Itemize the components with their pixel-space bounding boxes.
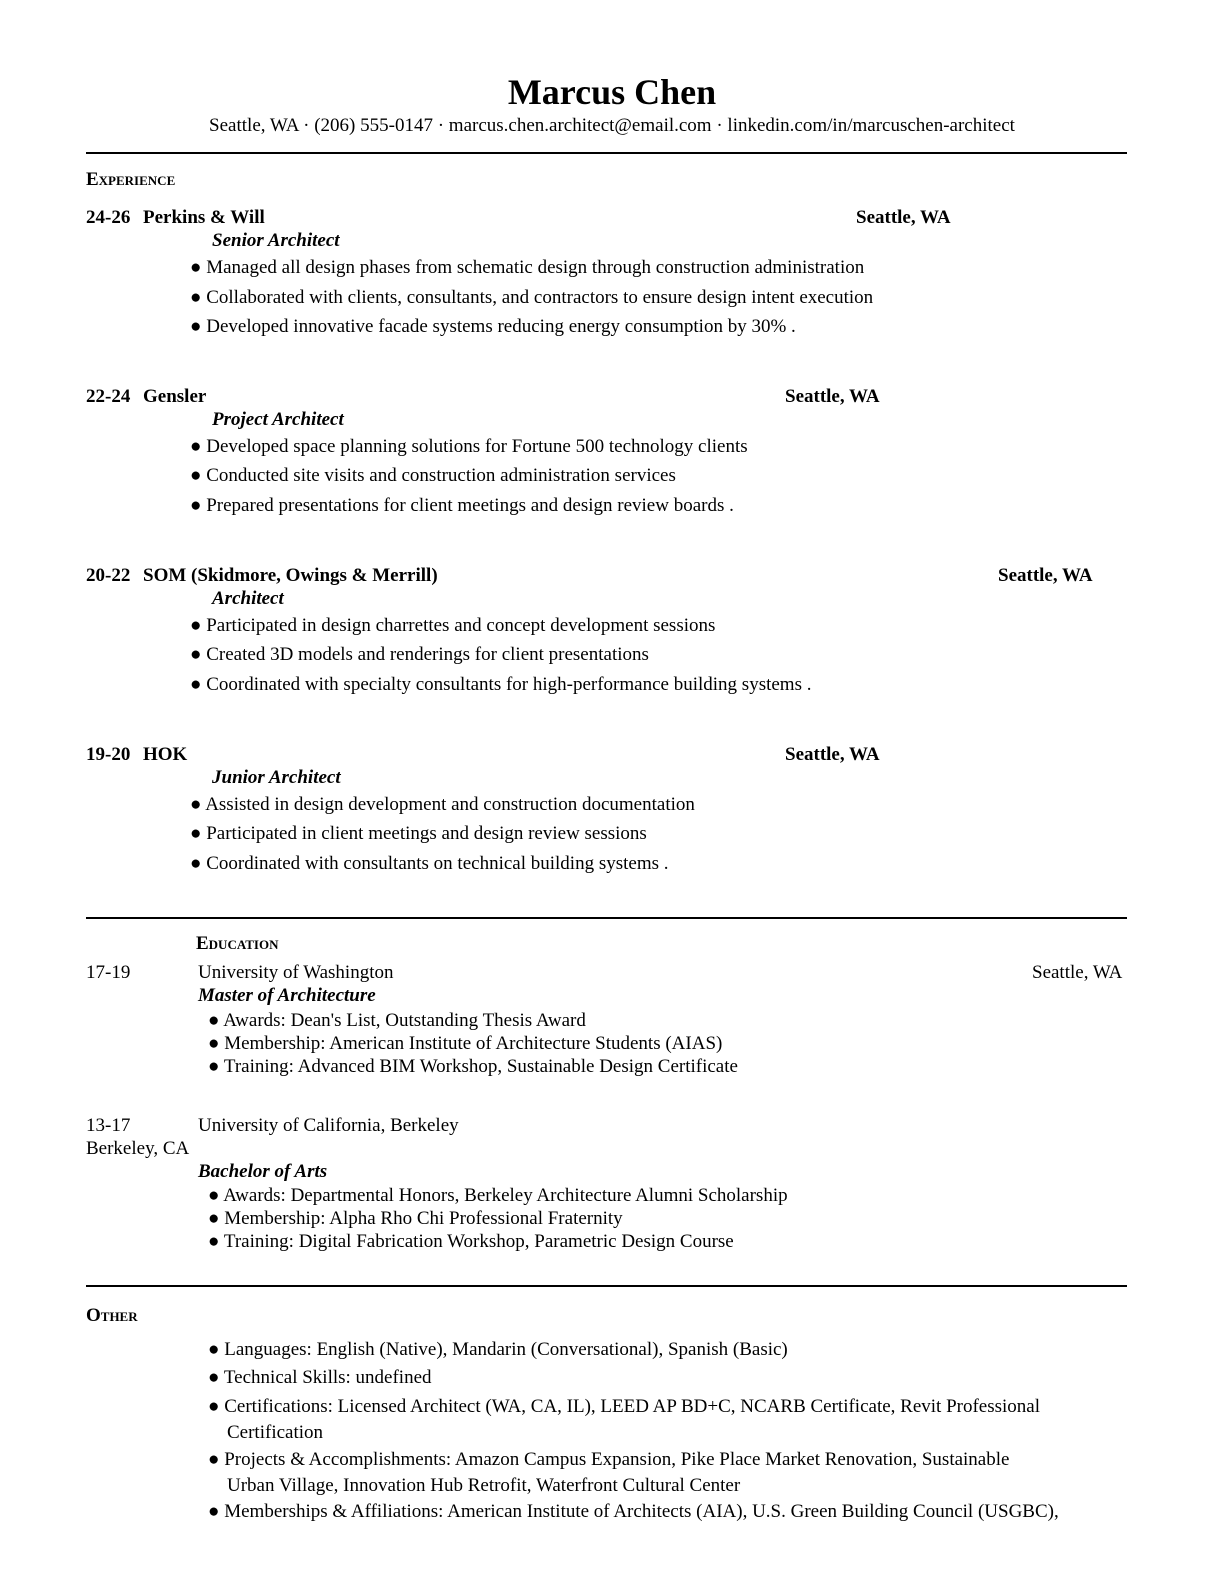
bullet-dot-icon: ● [190,495,202,516]
bullet-dot-icon: ● [190,287,202,308]
job-bullet: ● Coordinated with specialty consultants for high-performance building systems . [190,674,812,695]
school-bullet: ● Membership: Alpha Rho Chi Professional Fraternity [208,1208,623,1229]
bullet-dot-icon: ● [190,823,202,844]
other-item-continuation: Certification [227,1422,324,1443]
experience-heading: Experience [86,169,176,190]
job-bullet: ● Developed innovative facade systems reducing energy consumption by 30% . [190,316,796,337]
job-role: Junior Architect [212,767,341,788]
experience-divider [86,917,1127,919]
job-dates: 22-24 [86,386,131,407]
bullet-dot-icon: ● [208,1396,220,1417]
school-degree: Master of Architecture [198,985,376,1006]
job-location: Seattle, WA [785,386,880,407]
job-role: Project Architect [212,409,344,430]
school-name: University of California, Berkeley [198,1115,459,1136]
school-bullet: ● Membership: American Institute of Architecture Students (AIAS) [208,1033,723,1054]
bullet-dot-icon: ● [208,1501,220,1522]
school-dates: 17-19 [86,962,131,983]
bullet-dot-icon: ● [208,1208,220,1229]
candidate-name: Marcus Chen [507,72,717,112]
other-heading: Other [86,1305,138,1326]
school-dates: 13-17 [86,1115,131,1136]
bullet-dot-icon: ● [190,644,202,665]
job-bullet: ● Managed all design phases from schematic design through construction administration [190,257,865,278]
job-dates: 24-26 [86,207,131,228]
school-bullet: ● Training: Digital Fabrication Workshop, Parametric Design Course [208,1231,734,1252]
education-divider [86,1285,1127,1287]
bullet-dot-icon: ● [190,316,202,337]
other-item: ● Memberships & Affiliations: American Institute of Architects (AIA), U.S. Green Building Council (USGBC), [208,1501,1059,1522]
school-name: University of Washington [198,962,394,983]
other-item: ● Languages: English (Native), Mandarin (Conversational), Spanish (Basic) [208,1339,788,1360]
other-item: ● Projects & Accomplishments: Amazon Campus Expansion, Pike Place Market Renovation, Sustainable [208,1449,1010,1470]
bullet-dot-icon: ● [190,853,202,874]
school-location: Berkeley, CA [86,1138,190,1159]
job-location: Seattle, WA [856,207,951,228]
contact-line: Seattle, WA · (206) 555-0147 · marcus.chen.architect@email.com · linkedin.com/in/marcuschen-architect [209,115,1015,136]
other-item: ● Certifications: Licensed Architect (WA, CA, IL), LEED AP BD+C, NCARB Certificate, Revit Professional [208,1396,1041,1417]
bullet-dot-icon: ● [208,1339,220,1360]
bullet-dot-icon: ● [190,436,202,457]
job-bullet: ● Assisted in design development and construction documentation [190,794,695,815]
job-bullet: ● Created 3D models and renderings for client presentations [190,644,649,665]
bullet-dot-icon: ● [190,674,202,695]
education-heading: Education [196,933,279,954]
job-bullet: ● Developed space planning solutions for Fortune 500 technology clients [190,436,748,457]
job-company: SOM (Skidmore, Owings & Merrill) [143,565,438,586]
job-company: Gensler [143,386,207,407]
bullet-dot-icon: ● [190,615,202,636]
school-location: Seattle, WA [1032,962,1123,983]
school-bullet: ● Awards: Dean's List, Outstanding Thesis Award [208,1010,586,1031]
job-company: Perkins & Will [143,207,265,228]
bullet-dot-icon: ● [208,1367,220,1388]
school-degree: Bachelor of Arts [198,1161,328,1182]
bullet-dot-icon: ● [190,465,202,486]
bullet-dot-icon: ● [208,1185,220,1206]
job-bullet: ● Prepared presentations for client meetings and design review boards . [190,495,734,516]
job-bullet: ● Participated in design charrettes and concept development sessions [190,615,716,636]
bullet-dot-icon: ● [208,1231,220,1252]
job-dates: 20-22 [86,565,131,586]
job-bullet: ● Coordinated with consultants on technical building systems . [190,853,669,874]
bullet-dot-icon: ● [208,1033,220,1054]
bullet-dot-icon: ● [190,794,202,815]
job-dates: 19-20 [86,744,131,765]
bullet-dot-icon: ● [190,257,202,278]
job-bullet: ● Collaborated with clients, consultants, and contractors to ensure design intent execution [190,287,874,308]
school-bullet: ● Training: Advanced BIM Workshop, Sustainable Design Certificate [208,1056,738,1077]
job-role: Architect [212,588,284,609]
job-location: Seattle, WA [785,744,880,765]
job-location: Seattle, WA [998,565,1093,586]
bullet-dot-icon: ● [208,1056,220,1077]
school-bullet: ● Awards: Departmental Honors, Berkeley Architecture Alumni Scholarship [208,1185,788,1206]
header-divider [86,152,1127,154]
bullet-dot-icon: ● [208,1449,220,1470]
other-item: ● Technical Skills: undefined [208,1367,432,1388]
job-role: Senior Architect [212,230,340,251]
bullet-dot-icon: ● [208,1010,220,1031]
job-company: HOK [143,744,188,765]
job-bullet: ● Participated in client meetings and design review sessions [190,823,647,844]
job-bullet: ● Conducted site visits and construction administration services [190,465,676,486]
other-item-continuation: Urban Village, Innovation Hub Retrofit, Waterfront Cultural Center [227,1475,741,1496]
